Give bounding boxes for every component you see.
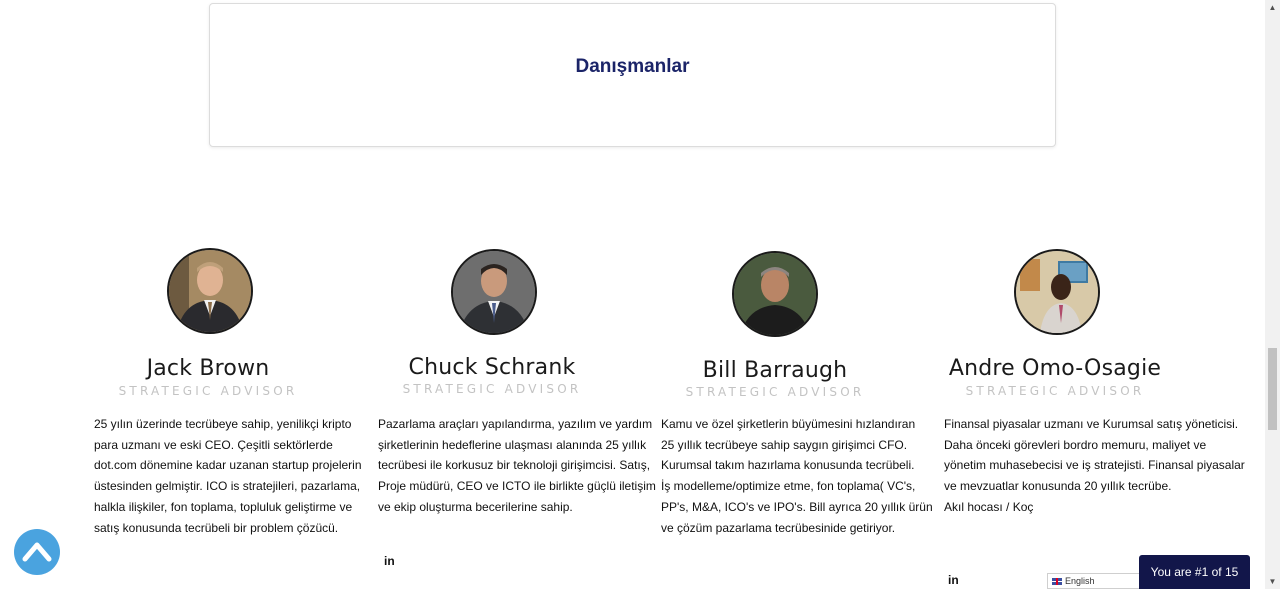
chevron-up-icon	[14, 529, 60, 575]
advisor-name: Andre Omo-Osagie	[948, 356, 1162, 381]
scroll-down-arrow-icon[interactable]: ▼	[1268, 577, 1277, 586]
advisor-bio: Kamu ve özel şirketlerin büyümesini hızlandıran 25 yıllık tecrübeye sahip saygın girişimci CFO. Kurumsal takım hazırlama konusunda tecrübeli. İş modelleme/optimize etme, fon toplama( VC's, PP's, M&A, ICO's ve IPO's. Bill ayrıca 20 yıllık ürün ve çözüm pazarlama tecrübesinide getiriyor.	[661, 417, 933, 535]
avatar	[167, 248, 253, 334]
advisor-name: Chuck Schrank	[408, 355, 576, 380]
advisor-role: STRATEGIC ADVISOR	[685, 385, 865, 399]
advisor-role: STRATEGIC ADVISOR	[402, 382, 582, 396]
uk-flag-icon	[1052, 578, 1062, 585]
advisor-bio: 25 yılın üzerinde tecrübeye sahip, yenilikçi kripto para uzmanı ve eski CEO. Çeşitli sektörlerde dot.com dönemine kadar uzanan startup projelerin üstesinden gelmiştir. ICO is stratejileri, pazarlama, halkla ilişkiler, fon toplama, topluluk geliştirme ve satış konusunda tecrübeli bir problem çözücü.	[94, 417, 362, 535]
advisor-name: Bill Barraugh	[702, 358, 848, 383]
scroll-to-top-button[interactable]	[14, 529, 60, 575]
avatar	[451, 249, 537, 335]
linkedin-icon[interactable]: in	[948, 573, 959, 587]
scroll-up-arrow-icon[interactable]: ▲	[1268, 3, 1277, 12]
scrollbar-thumb[interactable]	[1268, 348, 1277, 430]
language-selector[interactable]	[1047, 573, 1143, 589]
advisor-role: STRATEGIC ADVISOR	[965, 384, 1145, 398]
avatar	[732, 251, 818, 337]
advisor-role: STRATEGIC ADVISOR	[118, 384, 298, 398]
advisor-bio: Pazarlama araçları yapılandırma, yazılım ve yardım şirketlerinin hedeflerine ulaşması alanında 25 yıllık tecrübesi ile korkusuz bir teknoloji girişimcisi. Satış, Proje müdürü, CEO ve ICTO ile birlikte güçlü iletişim ve ekip oluşturma becerilerine sahip.	[378, 417, 656, 514]
language-label: English	[1065, 576, 1095, 586]
rank-badge[interactable]: You are #1 of 15	[1139, 555, 1250, 589]
section-title: Danışmanlar	[575, 56, 690, 77]
linkedin-icon[interactable]: in	[384, 554, 395, 568]
avatar	[1014, 249, 1100, 335]
advisor-bio: Finansal piyasalar uzmanı ve Kurumsal satış yöneticisi. Daha önceki görevleri bordro memuru, maliyet ve yönetim muhasebecisi ve iş stratejisti. Finansal piyasalar ve mevzuatlar konusunda 20 yıllık tecrübe. Akıl hocası / Koç	[944, 417, 1245, 514]
section-title-card	[209, 3, 1056, 147]
page-scrollbar[interactable]	[1265, 0, 1280, 589]
advisor-name: Jack Brown	[146, 356, 270, 381]
